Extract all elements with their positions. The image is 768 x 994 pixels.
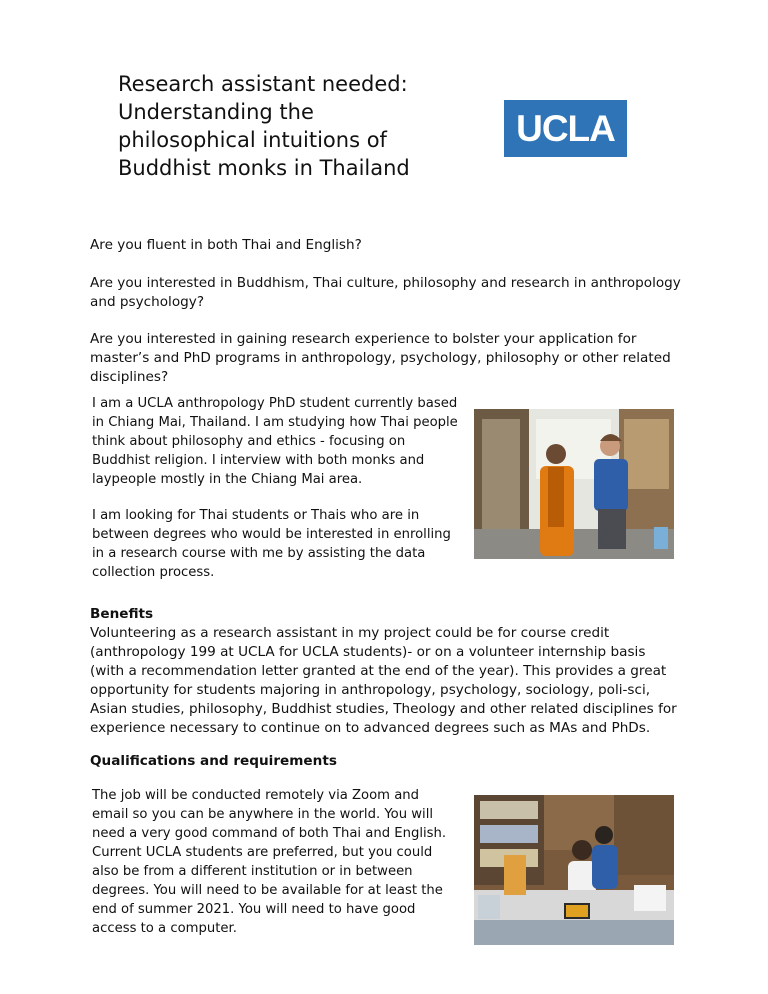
page-title: Research assistant needed: Understanding the philosophical intuitions of Buddhist monks in Thailand — [118, 72, 410, 180]
intro-paragraph-1: I am a UCLA anthropology PhD student currently based in Chiang Mai, Thailand. I am studying how Thai people think about philosophy and ethics - focusing on Buddhist religion. I interview with both monks and laypeople mostly in the Chiang Mai area. — [92, 396, 458, 487]
photo-office-scene — [474, 795, 674, 945]
question-fluency: Are you fluent in both Thai and English? — [90, 237, 362, 253]
photo-monk-and-researcher — [474, 409, 674, 559]
qualifications-text: The job will be conducted remotely via Zoom and email so you can be anywhere in the world. You will need a very good command of both Thai and English. Current UCLA students are preferred, but you could also be from a different institution or in between degrees. You will need to be available for at least the end of summer 2021. You will need to have good access to a computer. — [92, 788, 447, 936]
qualifications-heading: Qualifications and requirements — [90, 753, 337, 769]
benefits-text: Volunteering as a research assistant in my project could be for course credit (anthropology 199 at UCLA for UCLA students)- or on a volunteer internship basis (with a recommendation letter granted at the end of the year). This provides a great opportunity for students majoring in anthropology, psychology, sociology, poli-sci, Asian studies, philosophy, Buddhist studies, Theology and other related disciplines for experience necessary to continue on to advanced degrees such as MAs and PhDs. — [90, 625, 677, 736]
intro-paragraph-2: I am looking for Thai students or Thais who are in between degrees who would be interested in enrolling in a research course with me by assisting the data collection process. — [92, 508, 451, 580]
benefits-heading: Benefits — [90, 606, 154, 622]
question-experience: Are you interested in gaining research experience to bolster your application for master’s and PhD programs in anthropology, psychology, philosophy or other related disciplines? — [90, 331, 671, 385]
question-interest: Are you interested in Buddhism, Thai culture, philosophy and research in anthropology and psychology? — [90, 275, 681, 310]
ucla-logo: UCLA — [504, 100, 627, 157]
